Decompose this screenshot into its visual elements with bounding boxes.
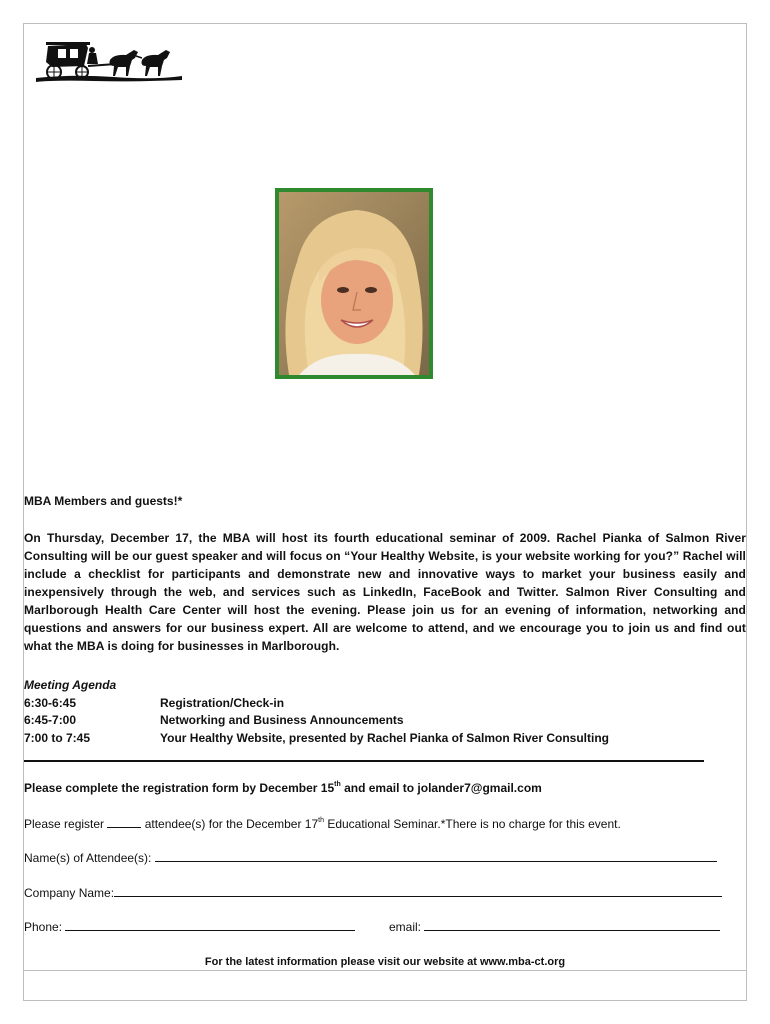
agenda-time: 6:45-7:00	[24, 713, 77, 727]
agenda-row	[24, 711, 746, 729]
attendee-names-label: Name(s) of Attendee(s):	[24, 851, 155, 865]
attendee-count-line	[24, 815, 621, 833]
ordinal-suffix: th	[318, 817, 324, 824]
letter-body: On Thursday, December 17, the MBA will host its fourth educational seminar of 2009. Rachel Pianka of Salmon River Consulting will be our guest speaker and will focus on “Your Healthy Website, is your website working for you?” Rachel will include a checklist for participants and demonstrate new and innovative ways to market your business easily and inexpensively through the web, and services such as LinkedIn, FaceBook and Twitter. Salmon River Consulting and Marlborough Health Care Center will host the evening. Please join us for an evening of information, networking and questions and answers for our business expert. All are welcome to attend, and we encourage you to join us and find out what the MBA is doing for businesses in Marlborough.	[24, 531, 746, 653]
company-name-line	[24, 884, 722, 902]
agenda-description: Networking and Business Announcements	[160, 713, 404, 727]
register-middle: attendee(s) for the December 17	[141, 817, 319, 831]
registration-email-text: and email to jolander7@gmail.com	[340, 781, 542, 795]
register-suffix: Educational Seminar.*There is no charge for this event.	[323, 817, 621, 831]
company-name-field[interactable]	[114, 884, 722, 897]
register-prefix: Please register	[24, 817, 108, 831]
email-field[interactable]	[424, 918, 720, 931]
agenda-row	[24, 694, 746, 712]
agenda-description: Your Healthy Website, presented by Rachel Pianka of Salmon River Consulting	[160, 731, 609, 745]
email-line	[389, 918, 720, 936]
registration-instructions	[24, 779, 746, 797]
agenda-title: Meeting Agenda	[24, 678, 117, 692]
website-footer-note: For the latest information please visit our website at www.mba-ct.org	[204, 956, 566, 968]
agenda-time: 7:00 to 7:45	[24, 731, 91, 745]
registration-deadline-text: Please complete the registration form by December 15	[24, 781, 335, 795]
agenda-time: 6:30-6:45	[24, 696, 77, 710]
section-divider	[24, 760, 704, 762]
attendee-names-line	[24, 849, 717, 867]
company-name-label: Company Name:	[24, 886, 115, 900]
attendee-names-field[interactable]	[155, 849, 717, 862]
phone-line	[24, 918, 355, 936]
horse-drawn-carriage-logo	[34, 36, 184, 84]
letter-greeting: MBA Members and guests!*	[24, 494, 183, 508]
phone-field[interactable]	[65, 918, 355, 931]
phone-label: Phone:	[24, 920, 66, 934]
speaker-portrait-image	[279, 192, 429, 375]
email-label: email:	[389, 920, 425, 934]
agenda-description: Registration/Check-in	[160, 696, 285, 710]
speaker-photo	[275, 188, 433, 379]
ordinal-suffix: th	[334, 781, 341, 788]
agenda-row	[24, 729, 746, 747]
footer-divider	[23, 970, 747, 971]
attendee-count-field[interactable]	[107, 815, 141, 828]
